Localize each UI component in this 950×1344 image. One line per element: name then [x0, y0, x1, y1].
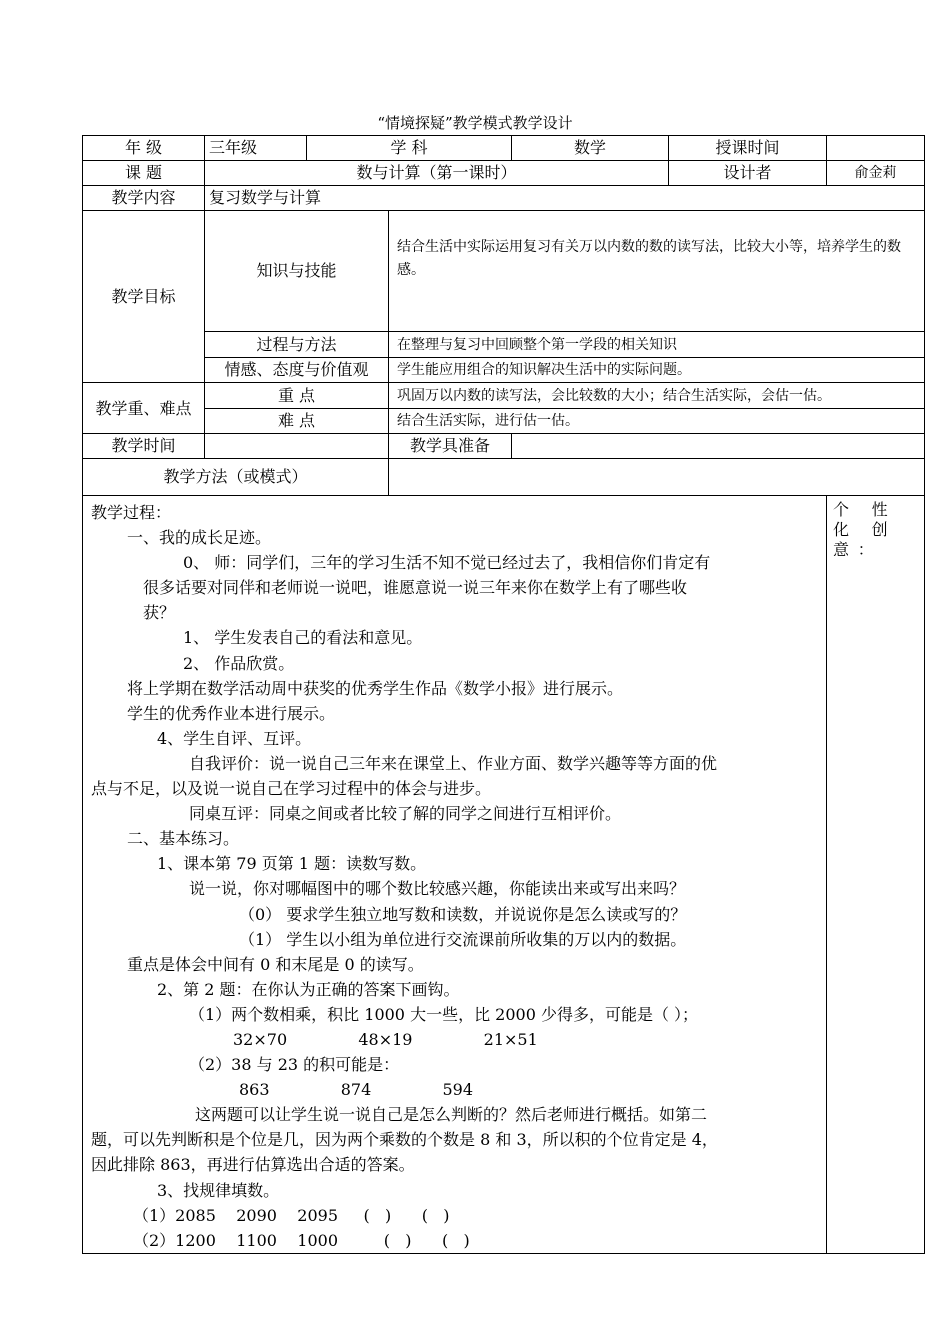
key-point-label: 重 点 — [205, 383, 389, 409]
process-line: 重点是体会中间有 0 和末尾是 0 的读写。 — [127, 954, 424, 974]
grade-value: 三年级 — [205, 136, 307, 161]
process-line: 同桌互评：同桌之间或者比较了解的同学之间进行互相评价。 — [189, 804, 622, 824]
knowledge-value: 结合生活中实际运用复习有关万以内数的数的读写法，比较大小等，培养学生的数感。 — [389, 211, 925, 332]
content-label: 教学内容 — [83, 186, 205, 211]
personalized-creativity-label: 个 性 化 创意： — [833, 500, 897, 559]
difficulty-label: 难 点 — [205, 409, 389, 434]
class-time-value — [827, 136, 925, 161]
difficulty-value: 结合生活实际，进行估一估。 — [389, 409, 925, 434]
process-line: （1） 学生以小组为单位进行交流课前所收集的万以内的数据。 — [239, 929, 687, 949]
process-line: 自我评价：说一说自己三年来在课堂上、作业方面、数学兴趣等等方面的优 — [189, 753, 718, 773]
knowledge-label: 知识与技能 — [205, 211, 389, 332]
process-line: （0） 要求学生独立地写数和读数，并说说你是怎么读或写的？ — [239, 904, 687, 924]
subject-value: 数学 — [512, 136, 669, 161]
teaching-tools-label: 教学具准备 — [389, 434, 512, 459]
key-point-row — [83, 383, 925, 409]
process-line: （1）2085 2090 2095 ( ) ( ) — [133, 1205, 450, 1225]
difficulty-row — [83, 409, 925, 434]
teaching-method-label: 教学方法（或模式） — [83, 459, 389, 496]
process-line: 学生的优秀作业本进行展示。 — [127, 703, 336, 723]
designer-label: 设计者 — [669, 161, 827, 186]
process-line: 获？ — [143, 603, 176, 623]
process-line: 0、 师：同学们，三年的学习生活不知不觉已经过去了，我相信你们肯定有 — [183, 553, 711, 573]
process-line: 因此排除 863，再进行估算选出合适的答案。 — [91, 1155, 415, 1175]
topic-row — [83, 161, 925, 186]
emotion-value: 学生能应用组合的知识解决生活中的实际问题。 — [389, 358, 925, 383]
process-line: 点与不足，以及说一说自己在学习过程中的体会与进步。 — [91, 779, 492, 799]
teaching-tools-value — [512, 434, 925, 459]
process-row — [83, 496, 925, 1254]
process-line: 这两题可以让学生说一说自己是怎么判断的？然后老师进行概括。如第二 — [195, 1105, 708, 1125]
key-point-value: 巩固万以内数的读写法，会比较数的大小；结合生活实际，会估一估。 — [389, 383, 925, 409]
process-line: 2、 作品欣赏。 — [183, 653, 295, 673]
lesson-plan-table — [82, 135, 925, 1254]
process-line: 1、课本第 79 页第 1 题：读数写数。 — [157, 854, 427, 874]
process-line: 二、基本练习。 — [127, 829, 240, 849]
process-line: 32×70 48×19 21×51 — [233, 1029, 538, 1049]
process-line: 1、 学生发表自己的看法和意见。 — [183, 628, 423, 648]
process-line: （2）1200 1100 1000 ( ) ( ) — [133, 1230, 470, 1250]
goal-process-row — [83, 332, 925, 358]
method-row — [83, 459, 925, 496]
grade-row — [83, 136, 925, 161]
content-row — [83, 186, 925, 211]
process-line: 将上学期在数学活动周中获奖的优秀学生作品《数学小报》进行展示。 — [127, 678, 624, 698]
goals-label: 教学目标 — [83, 211, 205, 383]
topic-value: 数与计算（第一课时） — [205, 161, 669, 186]
teaching-time-label: 教学时间 — [83, 434, 205, 459]
process-line: 2、第 2 题：在你认为正确的答案下画钩。 — [157, 979, 460, 999]
time-tools-row — [83, 434, 925, 459]
process-line: （2）38 与 23 的积可能是： — [189, 1055, 400, 1075]
class-time-label: 授课时间 — [669, 136, 827, 161]
process-line: 863 874 594 — [239, 1080, 474, 1100]
emotion-label: 情感、态度与价值观 — [205, 358, 389, 383]
process-line: 3、找规律填数。 — [157, 1180, 280, 1200]
process-line: 4、学生自评、互评。 — [157, 728, 312, 748]
goal-knowledge-row — [83, 211, 925, 332]
document-title: “情境探疑”教学模式教学设计 — [377, 114, 573, 132]
process-line: 很多话要对同伴和老师说一说吧，谁愿意说一说三年来你在数学上有了哪些收 — [143, 578, 688, 598]
topic-label: 课 题 — [83, 161, 205, 186]
teaching-method-value — [389, 459, 925, 496]
grade-label: 年 级 — [83, 136, 205, 161]
process-line: 一、我的成长足迹。 — [127, 528, 272, 548]
goal-emotion-row — [83, 358, 925, 383]
focus-label: 教学重、难点 — [83, 383, 205, 434]
designer-value: 俞金莉 — [827, 161, 925, 186]
teaching-process — [83, 496, 826, 1253]
process-line: 说一说，你对哪幅图中的哪个数比较感兴趣，你能读出来或写出来吗？ — [189, 879, 686, 899]
process-method-value: 在整理与复习中回顾整个第一学段的相关知识 — [389, 332, 925, 358]
content-value: 复习数学与计算 — [205, 186, 925, 211]
process-line: （1）两个数相乘，积比 1000 大一些，比 2000 少得多，可能是（ ）； — [189, 1004, 699, 1024]
subject-label: 学 科 — [307, 136, 512, 161]
teaching-process-cell — [83, 496, 827, 1254]
process-line: 题，可以先判断积是个位是几，因为两个乘数的个数是 8 和 3，所以积的个位肯定是 4， — [91, 1130, 718, 1150]
teaching-time-value — [205, 434, 389, 459]
process-method-label: 过程与方法 — [205, 332, 389, 358]
process-title: 教学过程： — [91, 503, 172, 522]
personalized-creativity-cell — [827, 496, 925, 1254]
